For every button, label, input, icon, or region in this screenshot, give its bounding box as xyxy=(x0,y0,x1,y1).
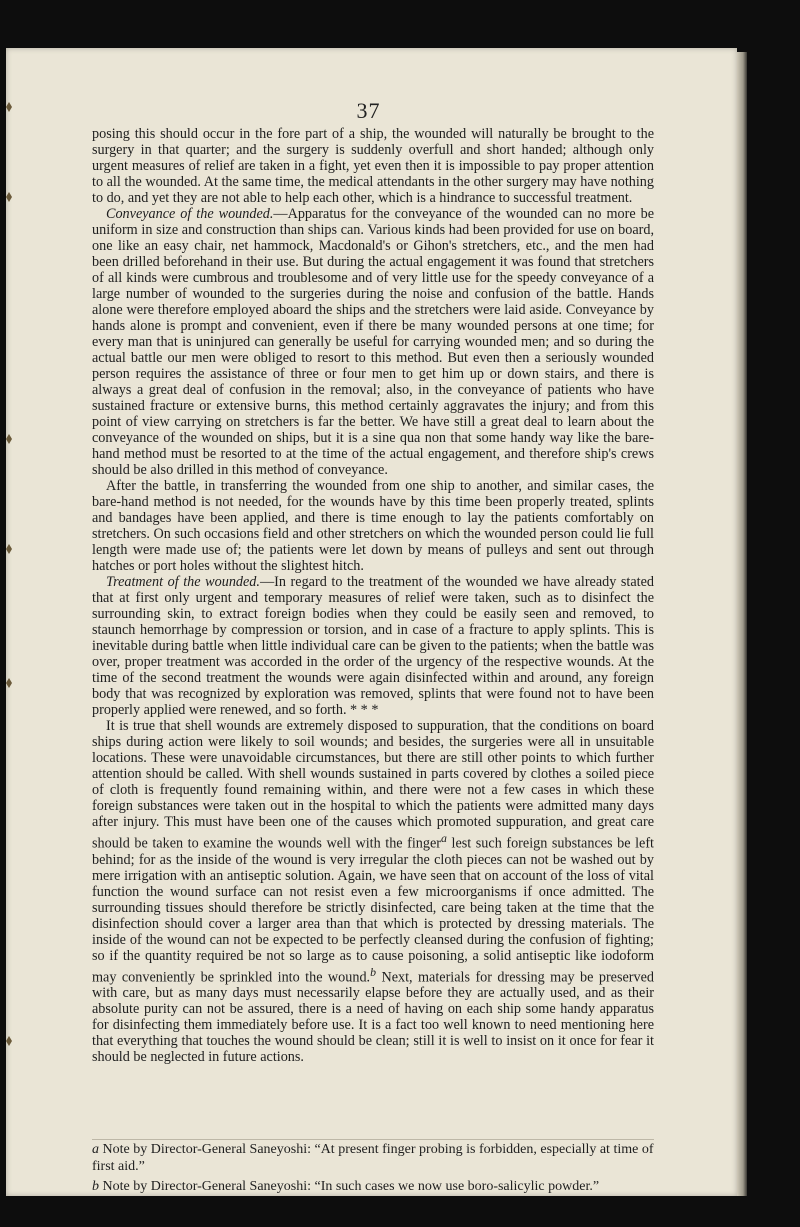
paragraph xyxy=(92,574,654,718)
footnotes xyxy=(92,1141,654,1198)
binding-hole-mark xyxy=(4,542,14,554)
binding-hole-mark xyxy=(4,432,14,444)
footnote-reference[interactable]: b xyxy=(370,964,377,979)
footnote-marker: b xyxy=(92,1179,99,1194)
footnote xyxy=(92,1178,654,1195)
paragraph-text: lest such foreign substances be left behind; for as the inside of the wound is very irregular the cloth pieces can not be washed out by mere irrigation with an antiseptic solution. Again, we have seen that on account of the loss of vital function the wound surface can not resist even a few microorganisms if once admitted. The surrounding tissues should therefore be strictly disinfected, care being taken at the time that the disinfection should cover a larger area than that which is protected by dressing materials. The inside of the wound can not be expected to be perfectly cleansed during the confusion of fighting; so if the quantity required be not so large as to cause poisoning, a solid antiseptic like iodoform may conveniently be sprinkled into the wound. xyxy=(92,835,654,986)
paragraph xyxy=(92,478,654,574)
paragraph-text: posing this should occur in the fore part of a ship, the wounded will naturally be brought to the surgery in that quarter; and the surgery is suddenly overfull and short handed; although only urgent measures of relief are taken in a fight, yet even then it is impossible to pay proper attention to all the wounded. At the same time, the medical attendants in the other surgery may have nothing to do, and yet they are not able to help each other, which is a hindrance to successful treatment. xyxy=(92,126,654,206)
paragraph xyxy=(92,126,654,206)
footnote-text: Note by Director-General Saneyoshi: “In such cases we now use boro-salicylic powder.” xyxy=(99,1179,600,1194)
binding-hole-mark xyxy=(4,190,14,202)
paragraph xyxy=(92,718,654,1065)
footnote-text: Note by Director-General Saneyoshi: “At present finger probing is forbidden, especially at time of first aid.” xyxy=(92,1142,654,1174)
body-text xyxy=(92,126,654,1065)
section-heading: Treatment of the wounded. xyxy=(106,574,260,590)
footnote-divider xyxy=(92,1139,654,1140)
paragraph-text: It is true that shell wounds are extremely disposed to suppuration, that the conditions on board ships during action were likely to soil wounds; and besides, the surgeries were all in unsuitable locations. These were unavoidable circumstances, but there are still other points to which further attention should be called. With shell wounds sustained in parts covered by clothes a soiled piece of cloth is frequently found remaining within, and there were not a few cases in which these foreign substances were taken out in the hospital to which the patients were admitted many days after injury. This must have been one of the causes which promoted suppuration, and great care should be taken to examine the wounds well with the finger xyxy=(92,718,654,852)
footnote-reference[interactable]: a xyxy=(441,831,447,845)
footnote xyxy=(92,1141,654,1175)
paragraph-text: —Apparatus for the conveyance of the wounded can no more be uniform in size and construction than ships can. Various kinds had been provided for use on board, one like an easy chair, net hammock, Macdonald's or Gihon's stretchers, etc., and the men had been drilled beforehand in their use. But during the actual engagement it was found that stretchers of all kinds were cumbrous and troublesome and of very little use for the speedy conveyance of a large number of wounded to the surgeries during the noise and confusion of the battle. Hands alone were therefore employed aboard the ships and the stretchers were laid aside. Conveyance by hands alone is prompt and convenient, even if there be many wounded persons at one time; for every man that is uninjured can generally be useful for carrying wounded men; and so during the actual battle our men were obliged to resort to this method. But even then a seriously wounded person requires the assistance of three or four men to get him up or down stairs, and there is always a great deal of confusion in the removal; also, in the conveyance of patients who have sustained fracture or extensive burns, this method certainly aggravates the injury; and from this point of view carrying on stretchers is far the better. We have still a great deal to learn about the conveyance of the wounded on ships, but it is a sine qua non that some handy way like the bare-hand method must be resorted to at the time of the actual engagement, and therefore ship's crews should be also drilled in this method of conveyance. xyxy=(92,206,655,478)
paragraph-text: Next, materials for dressing may be preserved with care, but as many days must necessarily elapse before they are actually used, and as their absolute purity can not be assured, there is a need of having on each ship some handy apparatus for disinfecting them immediately before use. It is a fact too well known to need mentioning here that everything that touches the wound should be clean; still it is well to insist on it once for fear it should be neglected in future actions. xyxy=(92,969,654,1066)
page-edge xyxy=(737,52,747,1196)
binding-marks xyxy=(0,48,22,1196)
binding-hole-mark xyxy=(4,676,14,688)
paragraph-text: After the battle, in transferring the wounded from one ship to another, and similar cases, the bare-hand method is not needed, for the wounds have by this time been properly treated, splints and bandages have been applied, and there is time enough to lay the patients comfortably on stretchers. On such occasions field and other stretchers on which the wounded person could lie full length were made use of; the patients were let down by means of pulleys and sent out through hatches or port holes without the slightest hitch. xyxy=(92,478,654,574)
paragraph xyxy=(92,206,654,478)
page-number: 37 xyxy=(356,98,381,123)
footnote-marker: a xyxy=(92,1142,99,1157)
paragraph-text: —In regard to the treatment of the wounded we have already stated that at first only urgent and temporary measures of relief were taken, such as to disinfect the surrounding skin, to extract foreign bodies when they could be easily seen and removed, to staunch hemorrhage by compression or torsion, and in case of a fracture to apply splints. This is inevitable during battle when little individual care can be given to the patients; when the battle was over, proper treatment was accorded in the order of the urgency of the respective wounds. At the time of the second treatment the wounds were again disinfected within and around, any foreign body that was recognized by exploration was removed, splints that were found not to have been properly applied were renewed, and so forth. * * * xyxy=(92,574,655,718)
section-heading: Conveyance of the wounded. xyxy=(106,206,274,222)
binding-hole-mark xyxy=(4,1034,14,1046)
